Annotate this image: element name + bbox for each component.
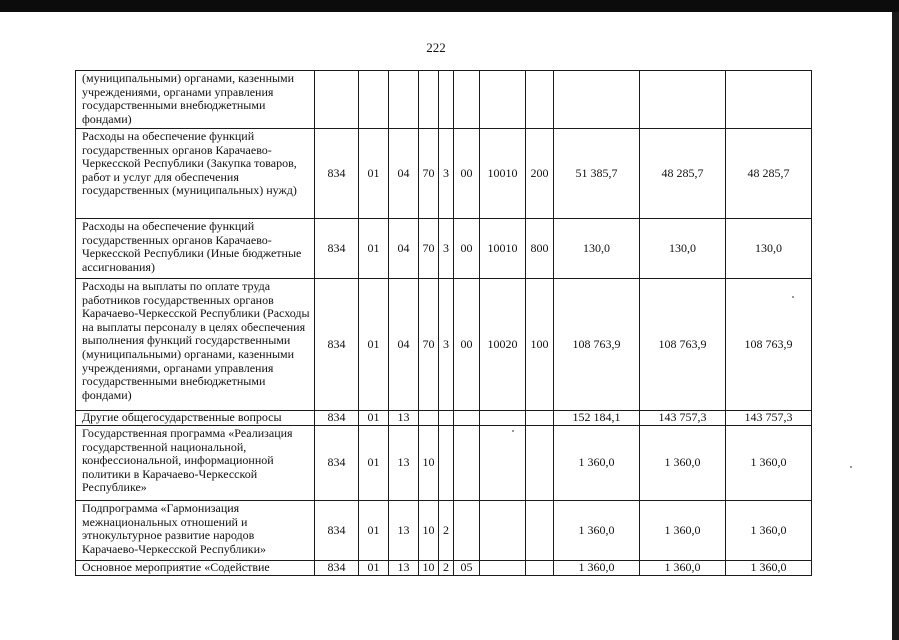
subsection-code: 04 [389,279,419,411]
amount-year-2: 143 757,3 [640,411,726,426]
scan-top-border [0,0,899,12]
program-code [419,71,439,129]
expense-type-code [526,561,554,576]
table-row [76,219,812,279]
ministry-code: 834 [315,411,359,426]
amount-year-1: 51 385,7 [554,129,640,219]
amount-year-2: 130,0 [640,219,726,279]
subprogram-code: 3 [439,279,454,411]
subprogram-code: 3 [439,219,454,279]
amount-year-3: 48 285,7 [726,129,812,219]
amount-year-2: 1 360,0 [640,426,726,501]
expense-type-code [526,501,554,561]
activity-code [454,411,480,426]
scan-speck [512,430,514,432]
subprogram-code: 2 [439,501,454,561]
activity-code [454,501,480,561]
row-description: (муниципальными) органами, казенными учреждениями, органами управления государственными внебюджетными фондами) [76,71,315,129]
program-code: 70 [419,219,439,279]
amount-year-2: 1 360,0 [640,501,726,561]
amount-year-2: 108 763,9 [640,279,726,411]
amount-year-3: 1 360,0 [726,501,812,561]
ministry-code: 834 [315,501,359,561]
table-row [76,561,812,576]
row-description: Государственная программа «Реализация государственной национальной, конфессиональной, информационной политики в Карачаево-Черкесской Республике» [76,426,315,501]
table-row [76,411,812,426]
activity-code: 00 [454,219,480,279]
table-row [76,129,812,219]
section-code: 01 [359,219,389,279]
subprogram-code [439,411,454,426]
subsection-code: 13 [389,501,419,561]
direction-code: 10010 [480,129,526,219]
direction-code: 10020 [480,279,526,411]
table-row [76,279,812,411]
direction-code: 10010 [480,219,526,279]
amount-year-1: 1 360,0 [554,501,640,561]
direction-code [480,426,526,501]
ministry-code: 834 [315,129,359,219]
subprogram-code [439,71,454,129]
table-row [76,426,812,501]
budget-table [75,70,812,576]
expense-type-code: 800 [526,219,554,279]
section-code: 01 [359,561,389,576]
ministry-code [315,71,359,129]
row-description: Подпрограмма «Гармонизация межнациональных отношений и этнокультурное развитие народов Карачаево-Черкесской Республики» [76,501,315,561]
expense-type-code [526,411,554,426]
subsection-code: 13 [389,426,419,501]
subprogram-code: 3 [439,129,454,219]
amount-year-1: 108 763,9 [554,279,640,411]
program-code: 10 [419,561,439,576]
section-code [359,71,389,129]
program-code: 70 [419,279,439,411]
section-code: 01 [359,279,389,411]
amount-year-1: 130,0 [554,219,640,279]
row-description: Основное мероприятие «Содействие [76,561,315,576]
subsection-code: 04 [389,129,419,219]
program-code: 70 [419,129,439,219]
direction-code [480,501,526,561]
amount-year-2 [640,71,726,129]
amount-year-3: 108 763,9 [726,279,812,411]
ministry-code: 834 [315,561,359,576]
activity-code [454,71,480,129]
direction-code [480,411,526,426]
activity-code: 00 [454,129,480,219]
table-row [76,71,812,129]
ministry-code: 834 [315,219,359,279]
section-code: 01 [359,501,389,561]
section-code: 01 [359,411,389,426]
subsection-code: 13 [389,561,419,576]
amount-year-3 [726,71,812,129]
expense-type-code [526,71,554,129]
section-code: 01 [359,129,389,219]
amount-year-2: 48 285,7 [640,129,726,219]
amount-year-3: 1 360,0 [726,561,812,576]
program-code [419,411,439,426]
expense-type-code: 200 [526,129,554,219]
scan-speck [792,296,794,298]
subsection-code: 04 [389,219,419,279]
direction-code [480,561,526,576]
ministry-code: 834 [315,279,359,411]
section-code: 01 [359,426,389,501]
program-code: 10 [419,426,439,501]
amount-year-2: 1 360,0 [640,561,726,576]
subprogram-code [439,426,454,501]
amount-year-1: 152 184,1 [554,411,640,426]
ministry-code: 834 [315,426,359,501]
page-number: 222 [426,40,446,55]
subsection-code: 13 [389,411,419,426]
activity-code: 05 [454,561,480,576]
amount-year-1 [554,71,640,129]
row-description: Другие общегосударственные вопросы [76,411,315,426]
amount-year-1: 1 360,0 [554,426,640,501]
expense-type-code: 100 [526,279,554,411]
activity-code: 00 [454,279,480,411]
amount-year-1: 1 360,0 [554,561,640,576]
scan-right-border [892,12,899,640]
amount-year-3: 143 757,3 [726,411,812,426]
row-description: Расходы на обеспечение функций государственных органов Карачаево-Черкесской Республики (Иные бюджетные ассигнования) [76,219,315,279]
activity-code [454,426,480,501]
direction-code [480,71,526,129]
scan-speck [850,466,852,468]
subprogram-code: 2 [439,561,454,576]
row-description: Расходы на выплаты по оплате труда работников государственных органов Карачаево-Черкесской Республики (Расходы на выплаты персоналу в целях обеспечения выполнения функций государственными (муниципальными) органами, казенными учреждениями, органами управления государственными внебюджетными фондами) [76,279,315,411]
program-code: 10 [419,501,439,561]
expense-type-code [526,426,554,501]
table-row [76,501,812,561]
amount-year-3: 1 360,0 [726,426,812,501]
amount-year-3: 130,0 [726,219,812,279]
subsection-code [389,71,419,129]
row-description: Расходы на обеспечение функций государственных органов Карачаево-Черкесской Республики (Закупка товаров, работ и услуг для обеспечения государственных (муниципальных) нужд) [76,129,315,219]
